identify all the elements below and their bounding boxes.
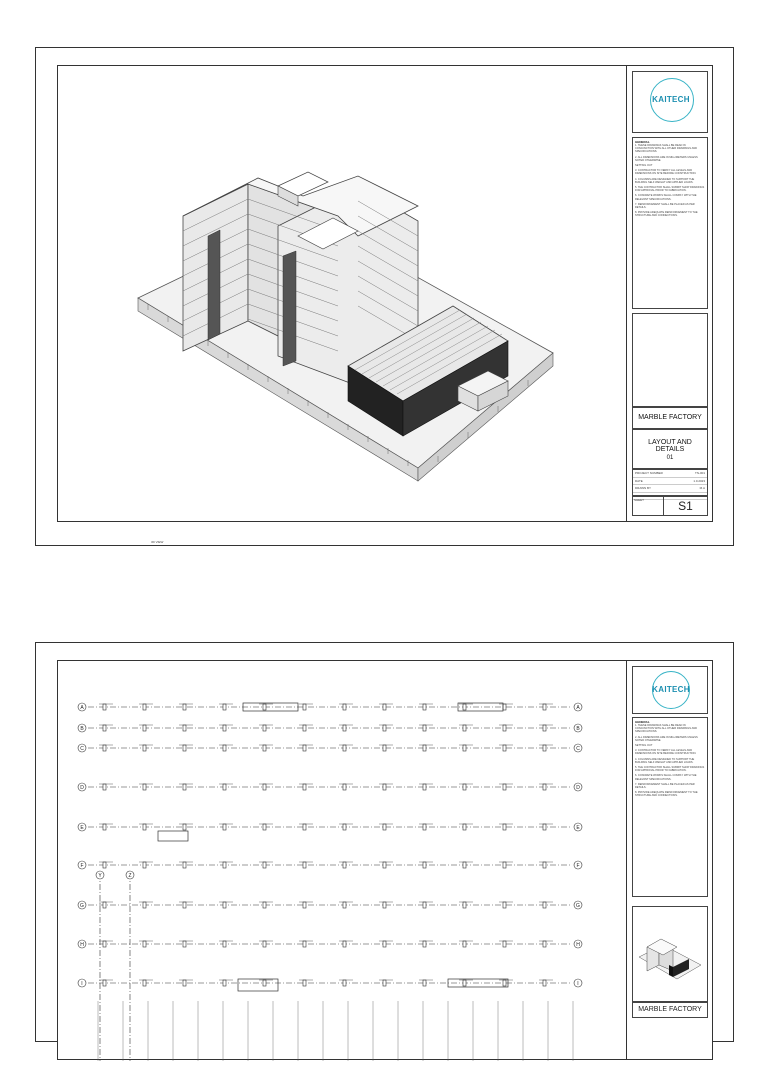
column-marker [343, 862, 346, 868]
column-marker [223, 745, 226, 751]
column-marker [303, 902, 306, 908]
grid-label: D [576, 784, 580, 791]
note-line: 6. CONCRETE WORKS SHALL COMPLY WITH THE RELEVANT SPECIFICATIONS. [635, 774, 697, 781]
notes-heading: GENERAL [635, 720, 650, 724]
column-marker [423, 862, 426, 868]
column-marker [423, 824, 426, 830]
column-marker [223, 980, 226, 986]
column-marker [303, 784, 306, 790]
column-marker [303, 824, 306, 830]
column-marker [303, 862, 306, 868]
column-marker [343, 824, 346, 830]
column-marker [183, 941, 186, 947]
column-marker [503, 980, 506, 986]
column-marker [343, 784, 346, 790]
column-marker [383, 824, 386, 830]
column-marker [143, 941, 146, 947]
grid-label: F [576, 862, 580, 869]
note-line: 1. THESE DRAWINGS SHALL BE READ IN CONJUNCTION WITH ALL OTHER DRAWINGS AND SPECIFICATIONS. [635, 144, 698, 154]
grid-label: H [576, 941, 580, 948]
grid-label: G [80, 902, 84, 909]
meta-row: PROJECT NUMBER TN-001 [633, 470, 707, 478]
project-name: MARBLE FACTORY [632, 1002, 708, 1018]
column-marker [183, 902, 186, 908]
grid-label: C [80, 745, 84, 752]
column-marker [343, 704, 346, 710]
sheet-metadata [632, 469, 708, 496]
grid-label: A [576, 704, 580, 711]
grid-label: F [80, 862, 84, 869]
note-line: 5. THE CONTRACTOR SHALL SUBMIT SHOP DRAWINGS FOR APPROVAL PRIOR TO FABRICATION. [635, 186, 705, 193]
column-marker [503, 862, 506, 868]
column-marker [343, 725, 346, 731]
column-marker [143, 980, 146, 986]
grid-label: B [576, 725, 580, 732]
sheet-title-line1: LAYOUT AND DETAILS [648, 439, 692, 453]
drawing-sheet-1 [35, 47, 734, 546]
column-marker [223, 725, 226, 731]
thumbnail-image [633, 907, 707, 1001]
note-line: 5. THE CONTRACTOR SHALL SUBMIT SHOP DRAWINGS FOR APPROVAL PRIOR TO FABRICATION. [635, 766, 705, 773]
column-marker [423, 980, 426, 986]
grid-label: E [576, 824, 580, 831]
column-marker [183, 704, 186, 710]
column-marker [303, 725, 306, 731]
sheet-number: S1 [663, 497, 707, 515]
company-logo [632, 666, 708, 714]
column-marker [463, 784, 466, 790]
column-marker [463, 862, 466, 868]
column-marker [423, 704, 426, 710]
column-marker [263, 824, 266, 830]
column-marker [263, 784, 266, 790]
column-marker [263, 902, 266, 908]
column-marker [263, 980, 266, 986]
notes-heading: GENERAL [635, 140, 650, 144]
column-marker [303, 704, 306, 710]
column-marker [543, 902, 546, 908]
column-marker [223, 704, 226, 710]
logo-text: KAITECH [652, 685, 690, 694]
column-marker [183, 784, 186, 790]
building-thumbnail [632, 906, 708, 1002]
meta-row: DATE 1.0.2023 [633, 478, 707, 486]
structural-detail [238, 979, 278, 991]
column-marker [223, 824, 226, 830]
column-marker [103, 902, 106, 908]
column-marker [383, 704, 386, 710]
company-logo [632, 71, 708, 133]
column-marker [543, 784, 546, 790]
column-marker [383, 745, 386, 751]
column-marker [383, 941, 386, 947]
column-marker [263, 745, 266, 751]
note-line: 2. ALL DIMENSIONS ARE IN MILLIMETERS UNLESS NOTED OTHERWISE. [635, 735, 698, 742]
title-block-2 [626, 660, 713, 1060]
grid-label: H [80, 941, 84, 948]
column-marker [143, 725, 146, 731]
column-marker [503, 745, 506, 751]
column-marker [463, 725, 466, 731]
column-marker [223, 784, 226, 790]
drawing-area [57, 65, 627, 522]
column-marker [543, 704, 546, 710]
note-line: 3. CONTRACTOR TO VERIFY ALL LEVELS AND DIMENSIONS ON SITE BEFORE CONSTRUCTION. [635, 749, 697, 756]
note-line: 4. COLUMNS ARE DESIGNED TO SUPPORT THE BUILDING SELF WEIGHT AND APPLIED LOADS. [635, 757, 695, 764]
column-marker [463, 824, 466, 830]
column-marker [383, 902, 386, 908]
meta-row: CHECKED BY KAITECH [633, 493, 707, 501]
column-marker [183, 980, 186, 986]
column-marker [143, 862, 146, 868]
column-marker [183, 824, 186, 830]
column-marker [223, 902, 226, 908]
column-marker [183, 862, 186, 868]
column-marker [383, 862, 386, 868]
column-marker [463, 902, 466, 908]
column-marker [543, 862, 546, 868]
column-marker [343, 745, 346, 751]
column-marker [463, 980, 466, 986]
column-marker [143, 824, 146, 830]
column-marker [383, 980, 386, 986]
column-marker [383, 725, 386, 731]
column-marker [303, 745, 306, 751]
plan-area [57, 660, 627, 1060]
note-line: 1. THESE DRAWINGS SHALL BE READ IN CONJUNCTION WITH ALL OTHER DRAWINGS AND SPECIFICATIONS. [635, 724, 698, 734]
column-marker [103, 745, 106, 751]
grid-label: I [577, 980, 579, 987]
column-marker [143, 704, 146, 710]
column-marker [503, 784, 506, 790]
sheet-title [632, 429, 708, 469]
column-marker [543, 824, 546, 830]
column-marker [103, 725, 106, 731]
column-marker [503, 824, 506, 830]
grid-label: I [81, 980, 83, 987]
note-line: 6. CONCRETE WORKS SHALL COMPLY WITH THE RELEVANT SPECIFICATIONS. [635, 194, 697, 201]
note-line: SETTING OUT [635, 744, 653, 748]
column-marker [183, 725, 186, 731]
column-marker [503, 704, 506, 710]
column-marker [463, 745, 466, 751]
column-marker [263, 725, 266, 731]
grid-label: A [80, 704, 84, 711]
column-marker [343, 902, 346, 908]
column-marker [543, 941, 546, 947]
column-marker [103, 980, 106, 986]
column-marker [543, 725, 546, 731]
column-marker [143, 784, 146, 790]
column-marker [423, 902, 426, 908]
column-marker [503, 902, 506, 908]
note-line: 8. PROVIDE ADEQUATE REINFORCEMENT TO THE STRUCTURE AND CONNECTIONS. [635, 791, 698, 798]
column-marker [223, 862, 226, 868]
sheet-title-line2: 01 [666, 455, 674, 461]
column-marker [503, 941, 506, 947]
column-marker [103, 784, 106, 790]
column-marker [103, 862, 106, 868]
column-marker [223, 941, 226, 947]
building-3d-view [58, 66, 626, 521]
column-marker [303, 941, 306, 947]
column-marker [543, 745, 546, 751]
drawing-sheet-2 [35, 642, 734, 1042]
grid-label: Z [128, 873, 132, 879]
structural-detail [158, 831, 188, 841]
sheet-number-label: SHEET [634, 498, 645, 502]
grid-label: G [576, 902, 580, 909]
column-marker [143, 745, 146, 751]
column-marker [103, 704, 106, 710]
column-marker [183, 745, 186, 751]
project-name: MARBLE FACTORY [632, 407, 708, 429]
view-caption: 3D VIEW [151, 540, 164, 544]
column-marker [103, 941, 106, 947]
note-line: SETTING OUT [635, 164, 653, 168]
column-marker [423, 784, 426, 790]
column-marker [463, 941, 466, 947]
note-line: 3. CONTRACTOR TO VERIFY ALL LEVELS AND DIMENSIONS ON SITE BEFORE CONSTRUCTION. [635, 169, 697, 176]
grid-label: D [80, 784, 84, 791]
logo-text: KAITECH [652, 95, 690, 104]
column-marker [343, 980, 346, 986]
title-block [626, 65, 713, 522]
meta-row: DRAWN BY M.A [633, 485, 707, 493]
note-line: 7. REINFORCEMENT SHALL BE PLACED AS PER DETAILS. [635, 782, 695, 790]
column-marker [503, 725, 506, 731]
column-marker [263, 704, 266, 710]
column-marker [423, 725, 426, 731]
note-line: 8. PROVIDE ADEQUATE REINFORCEMENT TO THE STRUCTURE AND CONNECTIONS. [635, 211, 698, 218]
column-marker [423, 941, 426, 947]
grid-label: C [576, 745, 580, 752]
note-line: 4. COLUMNS ARE DESIGNED TO SUPPORT THE BUILDING SELF WEIGHT AND APPLIED LOADS. [635, 177, 695, 184]
column-marker [343, 941, 346, 947]
general-notes [632, 137, 708, 309]
note-line: 2. ALL DIMENSIONS ARE IN MILLIMETERS UNLESS NOTED OTHERWISE. [635, 155, 698, 162]
grid-label: E [80, 824, 84, 831]
structural-grid-plan [58, 661, 626, 1061]
column-marker [303, 980, 306, 986]
grid-label: Y [98, 873, 102, 879]
column-marker [383, 784, 386, 790]
note-line: 7. REINFORCEMENT SHALL BE PLACED AS PER DETAILS. [635, 202, 695, 210]
column-marker [423, 745, 426, 751]
column-marker [263, 941, 266, 947]
column-marker [103, 824, 106, 830]
grid-label: B [80, 725, 84, 732]
blank-panel [632, 313, 708, 407]
column-marker [463, 704, 466, 710]
general-notes [632, 717, 708, 897]
column-marker [263, 862, 266, 868]
column-marker [143, 902, 146, 908]
column-marker [543, 980, 546, 986]
sheet-number-box [632, 496, 708, 516]
